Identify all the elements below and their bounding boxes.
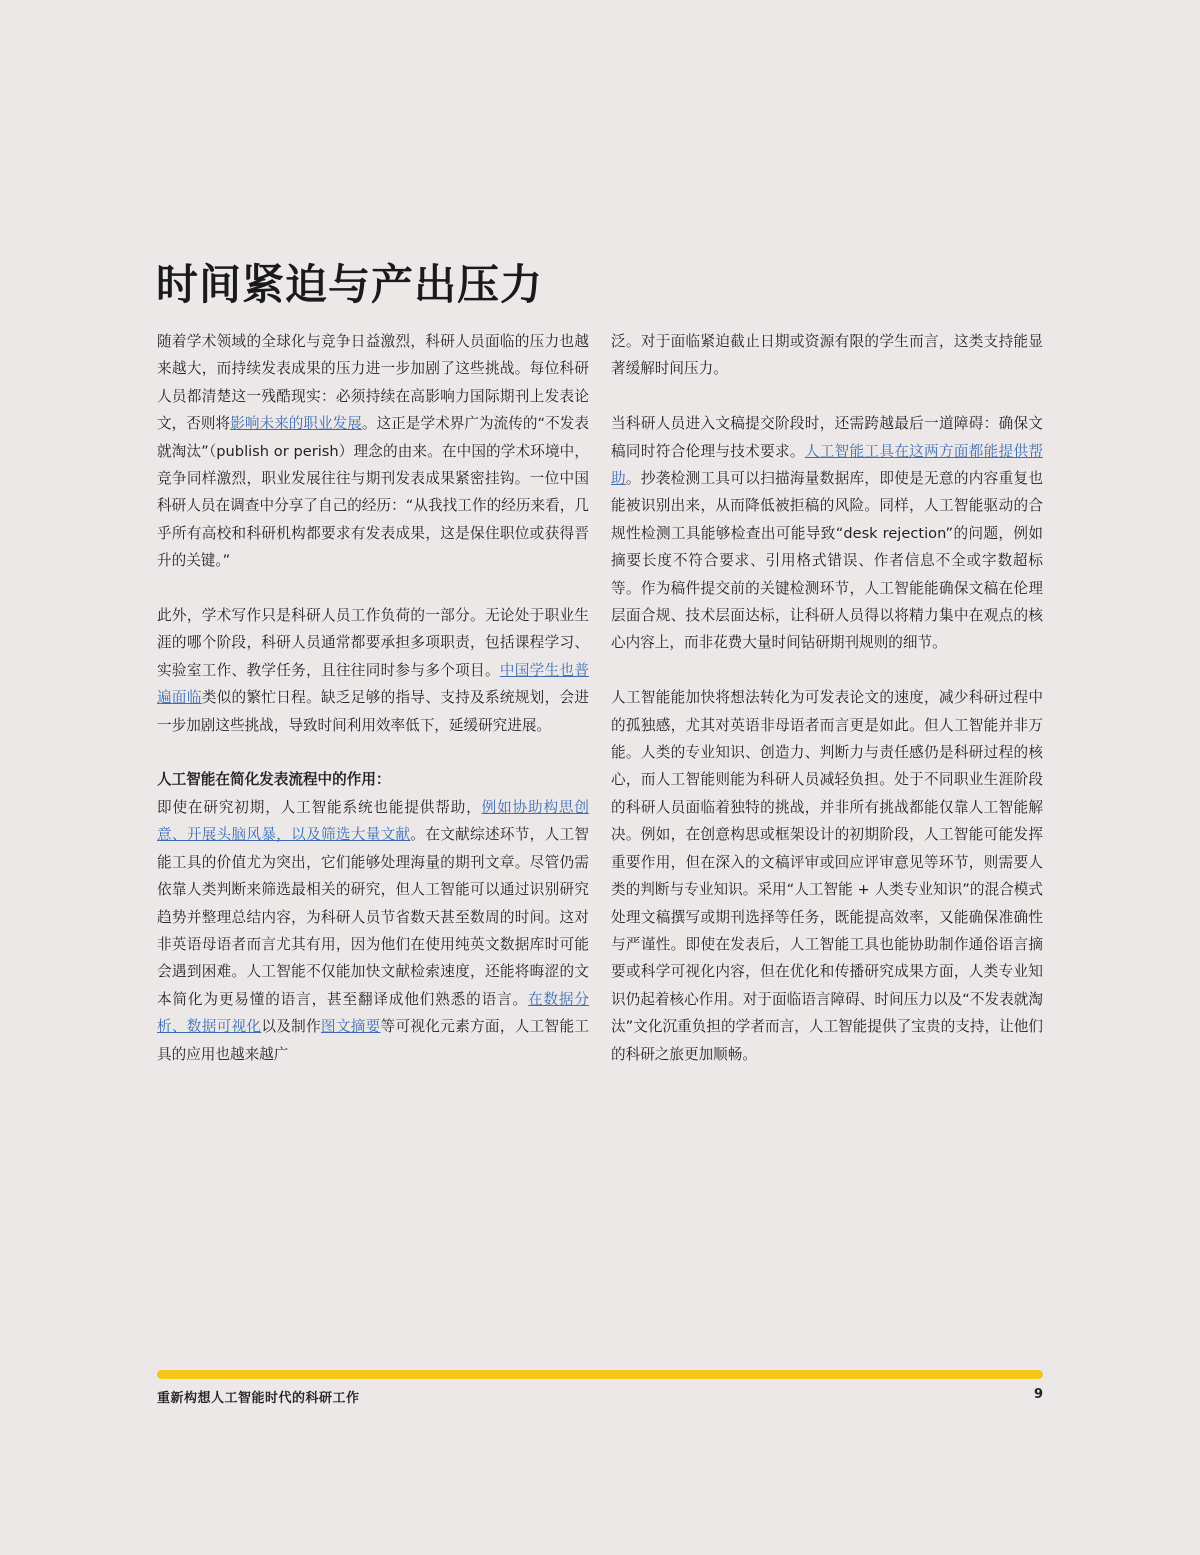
text-segment: 泛。对于面临紧迫截止日期或资源有限的学生而言，这类支持能显著缓解时间压力。 — [611, 333, 1043, 378]
page-title: 时间紧迫与产出压力 — [156, 260, 544, 309]
paragraph — [611, 410, 1043, 657]
text-segment: 等可视化元素方面，人工智能工具的应用也越来越广 — [157, 1018, 589, 1063]
text-segment: 。在文献综述环节，人工智能工具的价值尤为突出，它们能够处理海量的期刊文章。尽管仍需依靠人类判断来筛选最相关的研究，但人工智能可以通过识别研究趋势并整理总结内容，为科研人员节省数天甚至数周的时间。这对非英语母语者而言尤其有用，因为他们在使用纯英文数据库时可能会遇到困难。人工智能不仅能加快文献检索速度，还能将晦涩的文本简化为更易懂的语言，甚至翻译成他们熟悉的语言。 — [157, 826, 589, 1008]
text-segment: 。这正是学术界广为流传的“不发表就淘汰”（publish or perish）理念的由来。在中国的学术环境中，竞争同样激烈，职业发展往往与期刊发表成果紧密挂钩。一位中国科研人员在调查中分享了自己的经历：“从我找工作的经历来看，几乎所有高校和科研机构都要求有发表成果，这是保住职位或获得晋升的关键。” — [157, 415, 589, 570]
text-segment: 当科研人员进入文稿提交阶段时，还需跨越最后一道障碍：确保文稿同时符合伦理与技术要求。 — [611, 415, 1043, 460]
text-segment: 类似的繁忙日程。缺乏足够的指导、支持及系统规划，会进一步加剧这些挑战，导致时间利用效率低下，延缓研究进展。 — [157, 689, 589, 734]
paragraph — [157, 602, 589, 739]
paragraph — [157, 794, 589, 1068]
text-segment: 此外，学术写作只是科研人员工作负荷的一部分。无论处于职业生涯的哪个阶段，科研人员通常都要承担多项职责，包括课程学习、实验室工作、教学任务，且往往同时参与多个项目。 — [157, 607, 589, 679]
right-column — [611, 328, 1043, 1068]
left-column — [157, 328, 589, 1068]
inline-link[interactable]: 中国学生也普遍面临 — [157, 661, 589, 707]
footer-accent-bar — [157, 1370, 1043, 1379]
section-heading: 人工智能在简化发表流程中的作用： — [157, 771, 391, 789]
paragraph — [611, 328, 1043, 383]
text-segment: 即使在研究初期，人工智能系统也能提供帮助， — [157, 798, 482, 816]
text-segment: 。抄袭检测工具可以扫描海量数据库，即使是无意的内容重复也能被识别出来，从而降低被拒稿的风险。同样，人工智能驱动的合规性检测工具能够检查出可能导致“desk rejection”的问题，例如摘要长度不符合要求、引用格式错误、作者信息不全或字数超标等。作为稿件提交前的关键检测环节，人工智能能确保文稿在伦理层面合规、技术层面达标，让科研人员得以将精力集中在观点的核心内容上，而非花费大量时间钻研期刊规则的细节。 — [611, 470, 1043, 652]
text-segment: 以及制作 — [261, 1018, 321, 1036]
paragraph — [157, 328, 589, 575]
footer-title: 重新构想人工智能时代的科研工作 — [157, 1391, 360, 1406]
inline-link[interactable]: 在数据分析、数据可视化 — [157, 990, 589, 1036]
text-segment: 随着学术领域的全球化与竞争日益激烈，科研人员面临的压力也越来越大，而持续发表成果的压力进一步加剧了这些挑战。每位科研人员都清楚这一残酷现实：必须持续在高影响力国际期刊上发表论文，否则将 — [157, 333, 589, 433]
inline-link[interactable]: 人工智能工具在这两方面都能提供帮助 — [611, 442, 1043, 488]
page-number: 9 — [1033, 1387, 1043, 1402]
text-segment: 人工智能能加快将想法转化为可发表论文的速度，减少科研过程中的孤独感，尤其对英语非母语者而言更是如此。但人工智能并非万能。人类的专业知识、创造力、判断力与责任感仍是科研过程的核心，而人工智能则能为科研人员减轻负担。处于不同职业生涯阶段的科研人员面临着独特的挑战，并非所有挑战都能仅靠人工智能解决。例如，在创意构思或框架设计的初期阶段，人工智能可能发挥重要作用，但在深入的文稿评审或回应评审意见等环节，则需要人类的判断与专业知识。采用“人工智能 + 人类专业知识”的混合模式处理文稿撰写或期刊选择等任务，既能提高效率，又能确保准确性与严谨性。即使在发表后，人工智能工具也能协助制作通俗语言摘要或科学可视化内容，但在优化和传播研究成果方面，人类专业知识仍起着核心作用。对于面临语言障碍、时间压力以及“不发表就淘汰”文化沉重负担的学者而言，人工智能提供了宝贵的支持，让他们的科研之旅更加顺畅。 — [611, 689, 1043, 1063]
inline-link[interactable]: 例如协助构思创意、开展头脑风暴，以及筛选大量文献 — [157, 798, 589, 844]
inline-link[interactable]: 影响未来的职业发展 — [230, 415, 362, 433]
paragraph — [611, 684, 1043, 1068]
inline-link[interactable]: 图文摘要 — [320, 1018, 381, 1036]
